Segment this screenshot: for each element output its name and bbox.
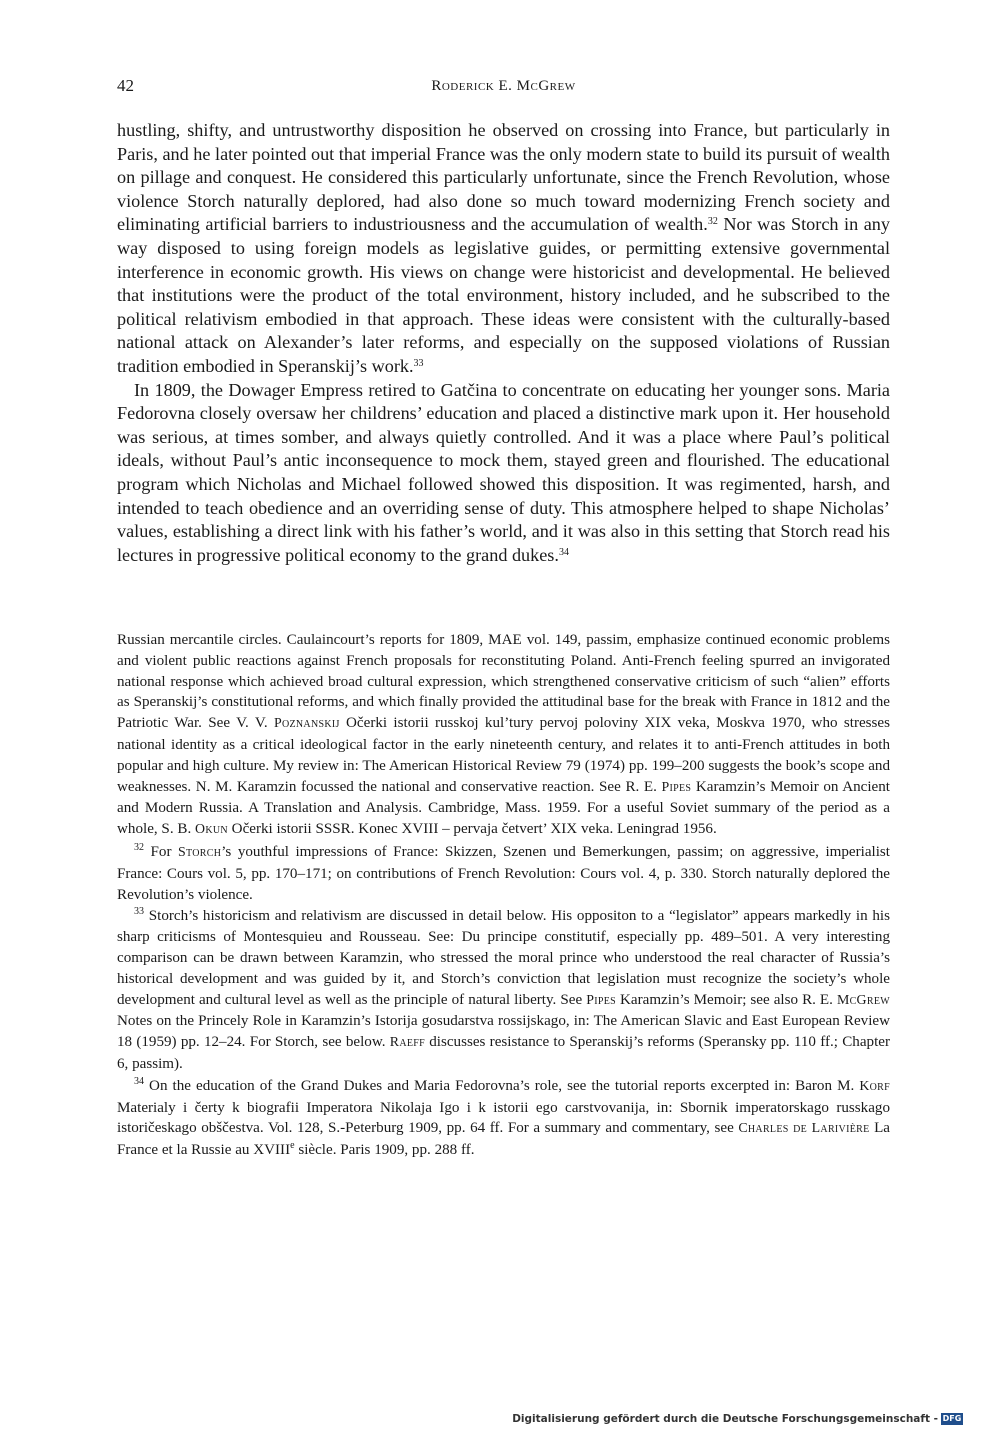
page-number: 42 <box>117 76 134 95</box>
footnote-number: 32 <box>134 841 144 853</box>
text-run: For <box>144 843 178 860</box>
author-name: Charles de Larivière <box>738 1121 870 1137</box>
footnote-32 <box>117 842 890 905</box>
page-header <box>117 76 890 102</box>
footnote-ref: 32 <box>707 216 718 228</box>
dfg-logo: DFG <box>942 1414 962 1423</box>
author-name: Raeff <box>389 1035 425 1051</box>
footnote-33 <box>117 906 890 1074</box>
author-name: McGrew <box>836 992 890 1008</box>
body-paragraph <box>117 379 890 568</box>
main-text <box>117 119 890 567</box>
footnote-34 <box>117 1076 890 1161</box>
text-run: Materialy i čerty k biografii Imperatora Nikolaja Igo i k istorii ego carstvovanija, in: Sbornik imperatorskago russkago istoričeskago obščestva. Vol. 128, S.-Peterburg 1909, pp. 64 ff. For a summary and commentary, see <box>117 1099 890 1137</box>
footnote-31-continued <box>117 630 890 841</box>
footnote-number: 34 <box>134 1075 144 1087</box>
author-name: Storch <box>178 844 222 860</box>
credit-text: Digitalisierung gefördert durch die Deutsche Forschungsgemeinschaft - <box>512 1413 938 1425</box>
text-run: discusses resistance to Speranskij’s reforms (Speransky pp. 110 ff.; Chapter 6, passim). <box>117 1034 890 1072</box>
text-run: ’s youthful impressions of France: Skizzen, Szenen und Bemerkungen, passim; on aggressive, imperialist France: Cours vol. 5, pp. 170–171; on contributions of French Revolution: Cours vol. 4, p. 330. Storch naturally deplored the Revolution’s violence. <box>117 843 890 903</box>
author-name: Pipes <box>661 779 692 795</box>
footnote-ref: 33 <box>413 357 424 369</box>
text-run: siècle. Paris 1909, pp. 288 ff. <box>294 1142 475 1159</box>
footnote-ref: 34 <box>558 546 569 558</box>
text-run: On the education of the Grand Dukes and Maria Fedorovna’s role, see the tutorial reports excerpted in: Baron M. <box>144 1077 860 1094</box>
digitization-credit <box>512 1413 963 1425</box>
text-run: hustling, shifty, and untrustworthy disposition he observed on crossing into France, but particularly in Paris, and he later pointed out that imperial France was the only modern state to build its pursuit of wealth on pillage and conquest. He considered this particularly unfortunate, since the French Revolution, whose violence Storch naturally deplored, had also done so much toward modernizing French society and eliminating artificial barriers to industriousness and the accumulation of wealth. <box>117 120 890 235</box>
author-name: Poznanskij <box>273 716 340 732</box>
text-run: Karamzin’s Memoir on Ancient and Modern Russia. A Translation and Analysis. Cambridge, Mass. 1959. For a useful Soviet summary of the period as a whole, S. B. <box>117 778 890 838</box>
text-run: In 1809, the Dowager Empress retired to Gatčina to concentrate on educating her younger sons. Maria Fedorovna closely oversaw her childrens’ education and placed a distinctive mark upon it. Her household was serious, at times somber, and always quietly controlled. And it was a place where Paul’s political ideals, without Paul’s antic inconsequence to mock them, stayed green and flourished. The educational program which Nicholas and Michael followed showed this disposition. It was regimented, harsh, and intended to teach obedience and an overriding sense of duty. This atmosphere helped to shape Nicholas’ values, establishing a direct link with his father’s world, and it was also in this setting that Storch read his lectures in progressive political economy to the grand dukes. <box>117 379 890 565</box>
superscript: e <box>290 1140 295 1152</box>
text-run: Russian mercantile circles. Caulaincourt’s reports for 1809, MAE vol. 149, passim, emphasize continued economic problems and violent public reactions against French proposals for reconstituting Poland. Anti-French feeling spurred an invigorated national response which achieved broad cultural expression, which strengthened conservative criticism of such “alien” efforts as Speranskij’s constitutional reforms, and which finally provided the attitudinal base for the break with France in 1812 and the Patriotic War. See V. V. <box>117 632 890 732</box>
text-run: Karamzin’s Memoir; see also R. E. <box>615 991 837 1008</box>
author-name: Pipes <box>586 992 616 1008</box>
running-head: Roderick E. McGrew <box>431 78 576 94</box>
body-paragraph <box>117 119 890 379</box>
author-name: Okun <box>195 822 228 838</box>
footnotes <box>117 630 890 1162</box>
footnote-number: 33 <box>134 906 144 918</box>
author-name: Korf <box>859 1078 890 1094</box>
text-run: Očerki istorii SSSR. Konec XVIII – pervaja četvert’ XIX veka. Leningrad 1956. <box>227 821 717 838</box>
text-run: La France et la Russie au XVIII <box>117 1120 890 1159</box>
text-run: Nor was Storch in any way disposed to using foreign models as legislative guides, or permitting extensive governmental interference in economic growth. His views on change were historicist and developmental. He believed that institutions were the product of the total environment, history included, and he subscribed to the political relativism embodied in that approach. These ideas were consistent with the culturally-based national attack on Alexander’s later reforms, and especially on the supposed violations of Russian tradition embodied in Speranskij’s work. <box>117 214 890 376</box>
text-run: Notes on the Princely Role in Karamzin’s Istorija gosudarstva rossijskago, in: The American Slavic and East European Review 18 (1959) pp. 12–24. For Storch, see below. <box>117 1013 890 1051</box>
text-run: Očerki istorii russkoj kul’tury pervoj poloviny XIX veka, Moskva 1970, who stresses national identity as a critical ideological factor in the early nineteenth century, and relates it to anti-French attitudes in both popular and high culture. My review in: The American Historical Review 79 (1974) pp. 199–200 suggests the book’s scope and weaknesses. N. M. Karamzin focussed the national and conservative reaction. See R. E. <box>117 715 891 795</box>
text-run: Storch’s historicism and relativism are discussed in detail below. His oppositon to a “legislator” appears markedly in his sharp criticisms of Montesquieu and Rousseau. See: Du principe constitutif, especially pp. 489–501. A very interesting comparison can be drawn between Karamzin, who stressed the moral prince who understood the real character of Russia’s historical development and was guided by it, and Storch’s conviction that legislation must recognize the society’s whole development and cultural level as well as the principle of natural liberty. See <box>117 908 890 1008</box>
